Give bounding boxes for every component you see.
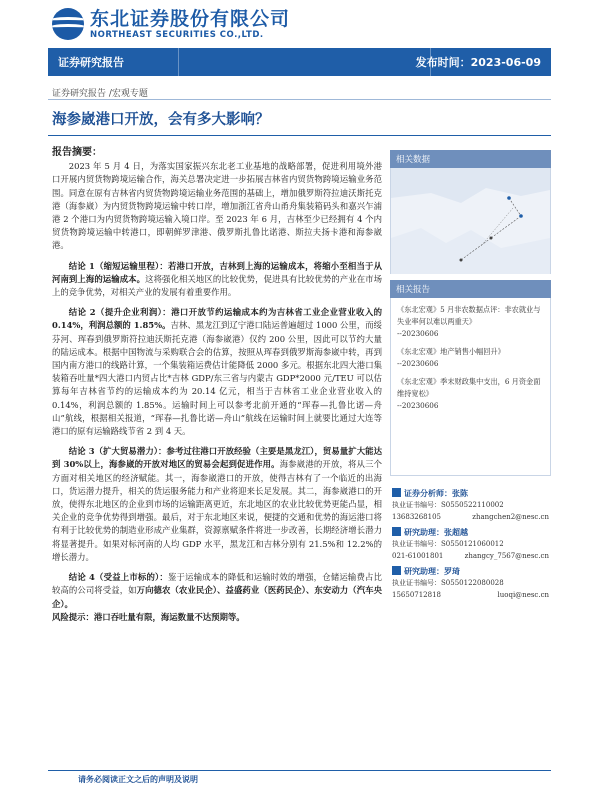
analyst-cert: 执业证书编号：S0550122080028 [392,579,504,587]
conclusion-2-text: 吉林、黑龙江到辽宁港口陆运普遍超过 1000 公里，而绥芬河、珲春到俄罗斯符拉迪沃斯托克港（海参崴港）仅约 200 公里，因此可以节约大量的陆运成本。根据中国物流与采购联合会的估算，按照从珲春到俄罗斯海参崴中转，再到国内南方港口的线路计算，一个集装箱运费估计能降低 2000 多元。根据东北四大港口集装箱吞吐量*四大港口内贸占比*吉林 GDP/东三省与内蒙古 GDP*2000 元/TEU 可以估算每年吉林省节约的运输成本约为 20.14 亿元，相当于吉林省工业企业营业收入的 0.14%，利润总额的 1.85%。运输时间上可以参考北前开通的“珲春—扎鲁比诺—舟山”航线，根据相关报道，“珲春—扎鲁比诺—舟山”航线在运输时间上就要比通过大连等港口的原有运输路线节省 2 到 4 天。 [52,320,382,437]
company-name-en: NORTHEAST SECURITIES CO.,LTD. [90,29,264,40]
conclusion-4 [52,571,382,611]
analyst-contact: 13683268105 zhangchen2@nesc.cn [392,513,549,521]
risk-warning [52,611,382,624]
analyst-email[interactable]: zhangchen2@nesc.cn [472,513,549,521]
breadcrumb: 证券研究报告 /宏观专题 [52,89,148,99]
divider [48,770,551,771]
report-date: --20230606 [397,329,439,338]
analyst-icon [392,527,401,536]
risk-label: 风险提示： [52,611,94,622]
company-name-cn: 东北证券股份有限公司 [90,7,291,30]
analyst-name: 研究助理：罗琦 [390,566,551,577]
page-title: 海参崴港口开放，会有多大影响？ [52,112,270,128]
conclusion-3 [52,445,382,564]
report-link[interactable]: 《东北宏观》地产销售小幅回升》 [397,347,505,356]
report-type: 证券研究报告 [58,56,124,69]
summary-heading: 报告摘要： [52,147,102,158]
analyst-name: 研究助理：张超越 [390,527,551,538]
analyst-icon [392,488,401,497]
analyst-cert: 执业证书编号：S0550121060012 [392,540,504,548]
analyst-icon [392,566,401,575]
conclusion-3-heading: 结论 3（扩大贸易潜力）：参考过往港口开放经验（主要是黑龙江），贸易量扩大能达到 30%以上，海参崴的开放对地区的贸易会起到促进作用。 [52,446,382,470]
conclusion-4-heading: 结论 4（受益上市标的）： [68,572,168,583]
logo-icon [52,8,84,40]
divider [48,135,551,136]
analyst-contact: 15650712818 luoqi@nesc.cn [392,591,549,599]
footer-disclaimer: 请务必阅读正文之后的声明及说明 [78,774,198,784]
related-data-heading: 相关数据 [390,150,551,168]
analyst-contact: 021-61001801 zhangcy_7567@nesc.cn [392,552,549,560]
report-link[interactable]: 《东北宏观》5 月非农数据点评：非农就业与失业率何以难以两重天》 [397,305,541,326]
divider [48,99,551,100]
analyst-cert: 执业证书编号：S0550522110002 [392,501,504,509]
report-date: --20230606 [397,401,439,410]
risk-text: 港口吞吐量有限，海运数量不达预期等。 [93,611,245,622]
conclusion-1-heading: 结论 1（缩短运输里程）：若港口开放，吉林到上海的运输成本，将缩小至相当于从河南到上海的运输成本。 [52,260,382,284]
related-reports-list [390,298,551,476]
report-summary [52,146,382,631]
publish-date: 发布时间：2023-06-09 [415,56,541,69]
report-link[interactable]: 《东北宏观》季末财政集中支出，6 月资金面维持宽松》 [397,377,541,398]
conclusion-4-text: 鉴于运输成本的降低和运输时效的增强，仓储运输费占比较高的公司将受益，如 [52,572,382,596]
conclusion-1 [52,260,382,300]
route-map-graphic [391,168,550,274]
analyst-email[interactable]: zhangcy_7567@nesc.cn [464,552,549,560]
conclusion-1-text: 这将强化相关地区的比较优势，促进具有比较优势的产业在市场上的竞争优势，对相关产业的发展有着重要作用。 [52,273,383,298]
company-logo [52,8,290,40]
report-banner [48,48,551,76]
related-data-map [390,168,551,274]
report-date: --20230606 [397,359,439,368]
conclusion-4-stocks: 万向德农（农业民企）、益盛药业（医药民企）、东安动力（汽车央企）。 [52,585,383,609]
conclusion-2 [52,306,382,438]
summary-intro: 2023 年 5 月 4 日，为落实国家振兴东北老工业基地的战略部署，促进利用境外港口开展内贸货物跨境运输合作，海关总署决定进一步拓展吉林省内贸货物跨境运输业务范围。同意在原有吉林省内贸货物跨境运输业务范围的基础上，增加俄罗斯符拉迪沃斯托克港（海参崴）为内贸货物跨境运输中转口岸，增加浙江省舟山甬舟集装箱码头和嘉兴乍浦港 2 个港口为内贸货物跨境运输入境口岸。至 2023 年 6 月，吉林至少已经拥有 4 个内贸货物跨境运输中转港口，即朝鲜罗津港、俄罗斯扎鲁比诺港、斯拉夫扬卡港和海参崴港。 [52,161,382,251]
conclusion-2-heading: 结论 2（提升企业利润）：港口开放节约运输成本约为吉林省工业企业营业收入的 0.14%，利润总额的 1.85%。 [52,307,382,331]
related-reports-heading: 相关报告 [390,280,551,298]
sidebar [390,150,551,601]
conclusion-3-text: 海参崴港的开放，将从三个方面对相关地区的经济赋能。其一，海参崴港口的开放，使得吉林有了一个临近的出海口，货运潜力提升，相关的货运服务能力和产业将迎来长足发展。其二，海参崴港口的开放，使得东北地区的企业到市场的运输距离更近，东北地区的农业比较优势更能凸显，相关企业的竞争优势得到增强。最后，对于东北地区来说，便捷的交通和优势的海运港口将有利于比较优势的制造业形成产业集群，资源禀赋条件将进一步改善，长期经济增长潜力将显著提升。如果对标河南的人均 GDP 水平，黑龙江和吉林分别有 21.5%和 12.2%的增长潜力。 [52,459,383,562]
analyst-name: 证券分析师：张陈 [390,488,551,499]
analyst-email[interactable]: luoqi@nesc.cn [497,591,549,599]
analyst-list [390,488,551,601]
